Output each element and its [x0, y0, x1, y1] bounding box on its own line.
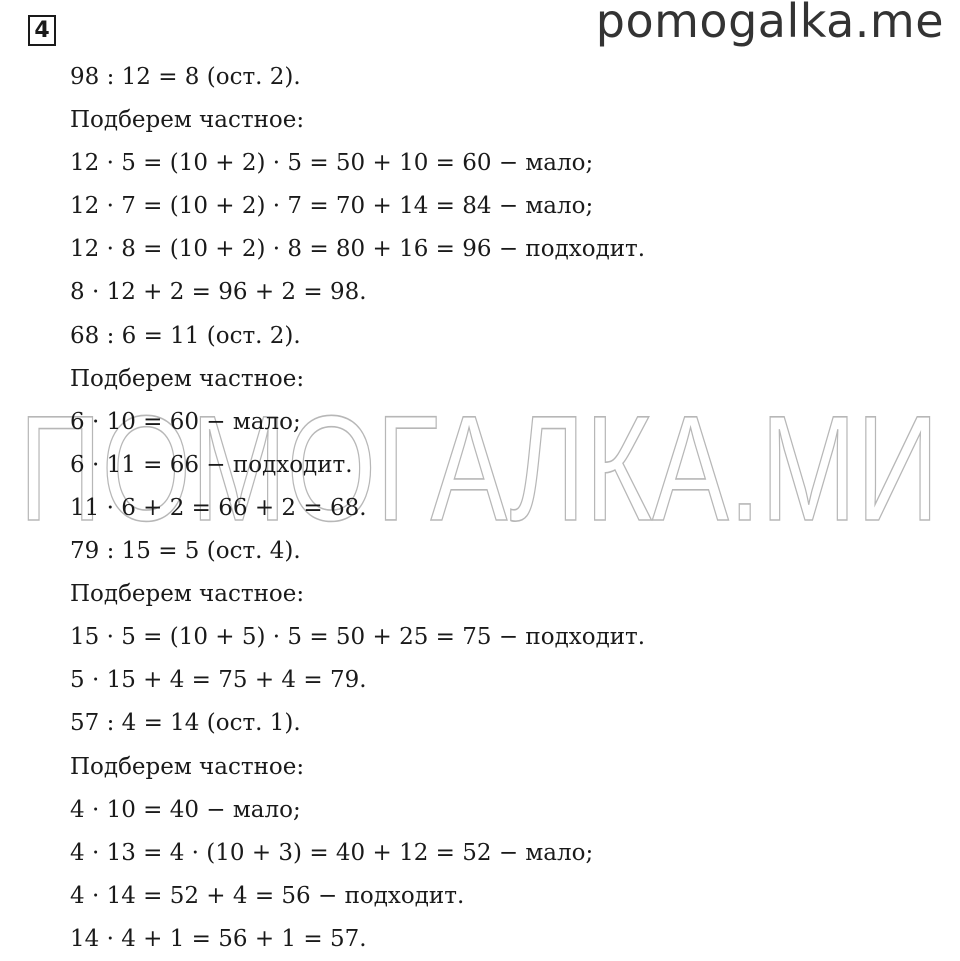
solution-line: Подберем частное:: [70, 107, 305, 134]
solution-line: 6 · 11 = 66 − подходит.: [70, 451, 353, 478]
solution-line: 5 · 15 + 4 = 75 + 4 = 79.: [70, 667, 367, 694]
solution-line: 98 : 12 = 8 (ост. 2).: [70, 64, 301, 90]
solution-line: 12 · 8 = (10 + 2) · 8 = 80 + 16 = 96 − подходит.: [70, 236, 646, 263]
watermark-text: ПОМОГАЛКА.МИ: [19, 408, 939, 538]
solution-line: 4 · 13 = 4 · (10 + 3) = 40 + 12 = 52 − мало;: [70, 839, 594, 866]
solution-lines: [70, 56, 645, 961]
solution-line: 6 · 10 = 60 − мало;: [70, 408, 301, 435]
task-number-box: 4: [28, 15, 56, 46]
solution-line: 12 · 5 = (10 + 2) · 5 = 50 + 10 = 60 − мало;: [70, 150, 594, 177]
solution-line: Подберем частное:: [70, 365, 305, 392]
solution-line: 4 · 14 = 52 + 4 = 56 − подходит.: [70, 882, 465, 909]
solution-line: 57 : 4 = 14 (ост. 1).: [70, 710, 301, 737]
solution-line: 4 · 10 = 40 − мало;: [70, 796, 301, 823]
solution-line: Подберем частное:: [70, 753, 305, 780]
solution-line: 11 · 6 + 2 = 66 + 2 = 68.: [70, 494, 367, 521]
solution-line: 8 · 12 + 2 = 96 + 2 = 98.: [70, 279, 367, 306]
site-logo-text: pomogalka.me: [595, 0, 944, 48]
solution-line: 12 · 7 = (10 + 2) · 7 = 70 + 14 = 84 − мало;: [70, 193, 594, 220]
solution-line: 79 : 15 = 5 (ост. 4).: [70, 538, 301, 565]
solution-line: 15 · 5 = (10 + 5) · 5 = 50 + 25 = 75 − подходит.: [70, 624, 646, 651]
solution-line: 14 · 4 + 1 = 56 + 1 = 57.: [70, 925, 367, 952]
solution-line: Подберем частное:: [70, 581, 305, 608]
solution-line: 68 : 6 = 11 (ост. 2).: [70, 322, 301, 349]
